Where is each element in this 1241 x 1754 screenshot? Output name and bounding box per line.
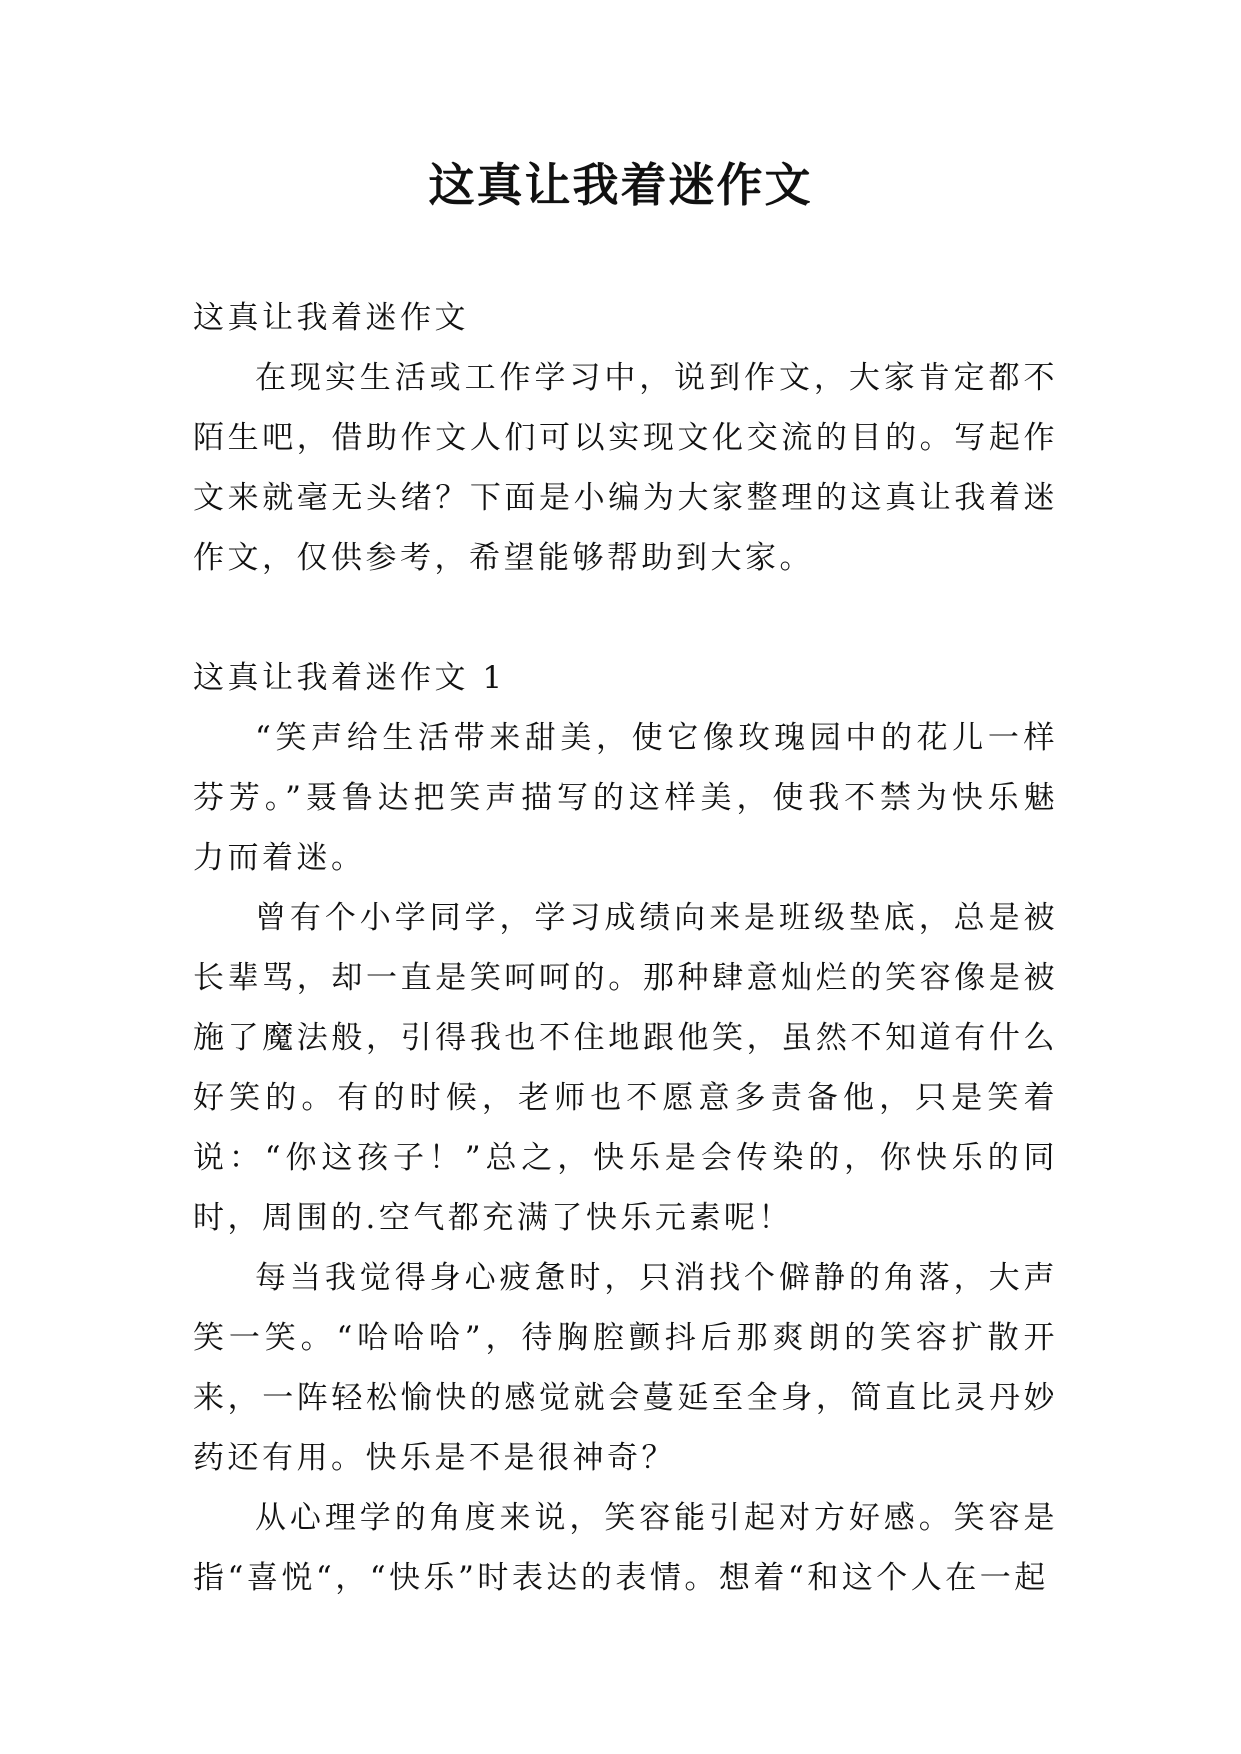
section1-paragraph-3: 每当我觉得身心疲惫时，只消找个僻静的角落，大声笑一笑。“哈哈哈”，待胸腔颤抖后那爽朗的笑容扩散开来，一阵轻松愉快的感觉就会蔓延至全身，简直比灵丹妙药还有用。快乐是不是很神奇？ [193,1260,1058,1476]
section1-paragraph-2: 曾有个小学同学，学习成绩向来是班级垫底，总是被长辈骂，却一直是笑呵呵的。那种肆意灿烂的笑容像是被施了魔法般，引得我也不住地跟他笑，虽然不知道有什么好笑的。有的时候，老师也不愿意多责备他，只是笑着说：“你这孩子！”总之，快乐是会传染的，你快乐的同时，周围的.空气都充满了快乐元素呢！ [193,900,1058,1236]
document-body [193,288,1058,1608]
section1-paragraph-4: 从心理学的角度来说，笑容能引起对方好感。笑容是指“喜悦“，“快乐”时表达的表情。想着“和这个人在一起 [193,1500,1058,1596]
document-title: 这真让我着迷作文 [428,158,813,212]
section-spacer [193,588,1058,648]
section1-paragraph-1: “笑声给生活带来甜美，使它像玫瑰园中的花儿一样芬芳。”聂鲁达把笑声描写的这样美，使我不禁为快乐魅力而着迷。 [193,720,1058,876]
section1-heading: 这真让我着迷作文 1 [193,660,506,696]
intro-paragraph: 在现实生活或工作学习中，说到作文，大家肯定都不陌生吧，借助作文人们可以实现文化交流的目的。写起作文来就毫无头绪？下面是小编为大家整理的这真让我着迷作文，仅供参考，希望能够帮助到大家。 [193,360,1058,576]
intro-heading: 这真让我着迷作文 [193,300,469,336]
